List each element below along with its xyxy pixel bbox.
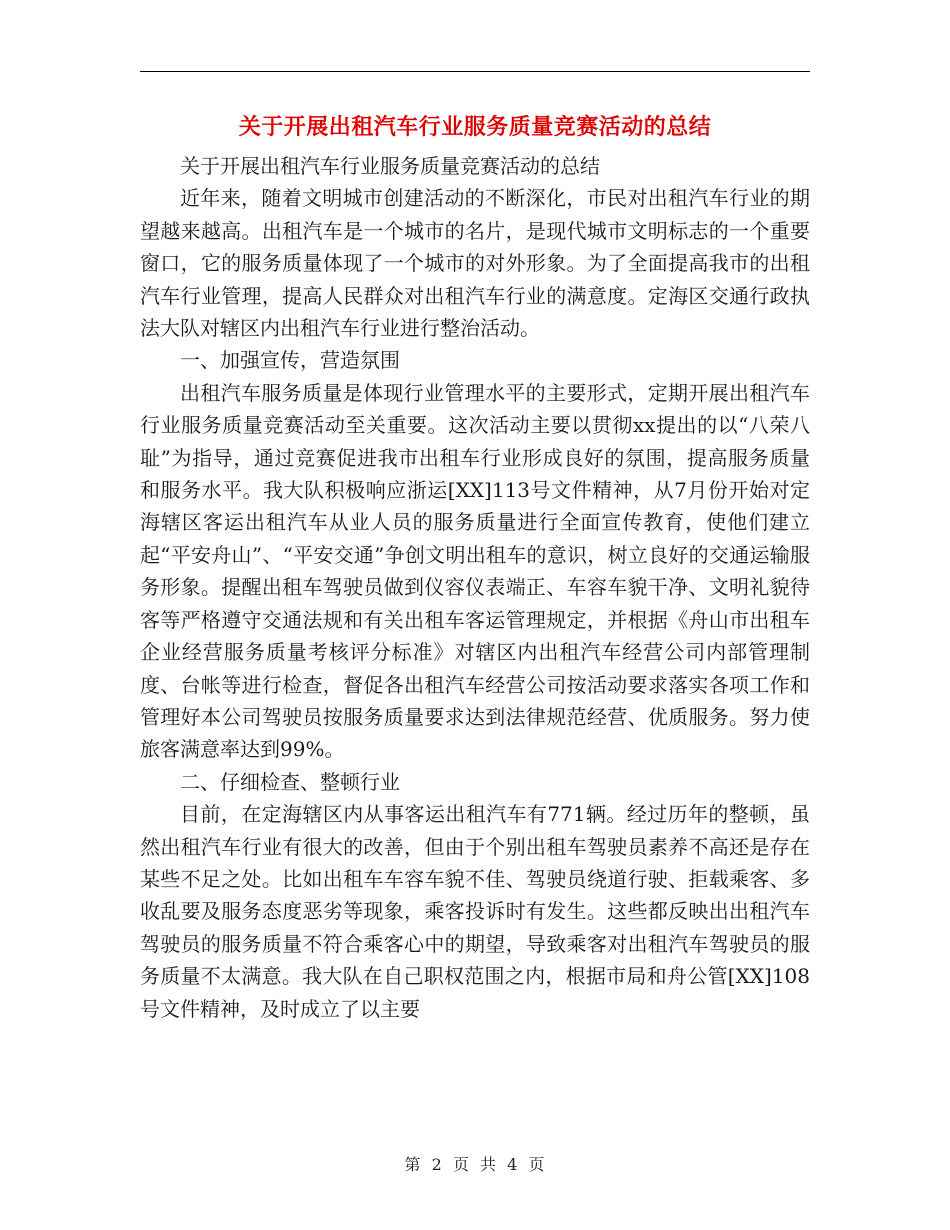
footer-page-unit: 页	[452, 1155, 470, 1174]
section-heading-1: 一、加强宣传，营造氛围	[180, 348, 400, 373]
footer-total-unit: 页	[528, 1155, 546, 1174]
page-footer	[0, 1152, 950, 1175]
paragraph-section-1: 出租汽车服务质量是体现行业管理水平的主要形式，定期开展出租汽车行业服务质量竞赛活动至关重要。这次活动主要以贯彻xx提出的以“八荣八耻”为指导，通过竞赛促进我市出租车行业形成良好的氛围，提高服务质量和服务水平。我大队积极响应浙运[XX]113号文件精神，从7月份开始对定海辖区客运出租汽车从业人员的服务质量进行全面宣传教育，使他们建立起“平安舟山”、“平安交通”争创文明出租车的意识，树立良好的交通运输服务形象。提醒出租车驾驶员做到仪容仪表端正、车容车貌干净、文明礼貌待客等严格遵守交通法规和有关出租车客运管理规定，并根据《舟山市出租车企业经营服务质量考核评分标准》对辖区内出租汽车经营公司内部管理制度、台帐等进行检查，督促各出租汽车经营公司按活动要求落实各项工作和管理好本公司驾驶员按服务质量要求达到法律规范经营、优质服务。努力使旅客满意率达到99%。	[140, 380, 810, 762]
footer-total-pages: 4	[507, 1155, 519, 1174]
footer-prefix: 第	[404, 1155, 422, 1174]
paragraph-intro: 近年来，随着文明城市创建活动的不断深化，市民对出租汽车行业的期望越来越高。出租汽车是一个城市的名片，是现代城市文明标志的一个重要窗口，它的服务质量体现了一个城市的对外形象。为了全面提高我市的出租汽车行业管理，提高人民群众对出租汽车行业的满意度。定海区交通行政执法大队对辖区内出租汽车行业进行整治活动。	[140, 186, 810, 341]
document-title: 关于开展出租汽车行业服务质量竞赛活动的总结	[238, 114, 712, 140]
footer-page-number: 2	[431, 1155, 443, 1174]
section-heading-2: 二、仔细检查、整顿行业	[180, 769, 400, 794]
paragraph-subtitle: 关于开展出租汽车行业服务质量竞赛活动的总结	[180, 154, 600, 178]
document-body	[140, 150, 810, 1025]
header-rule	[140, 71, 810, 72]
paragraph-section-2: 目前，在定海辖区内从事客运出租汽车有771辆。经过历年的整顿，虽然出租汽车行业有很大的改善，但由于个别出租车驾驶员素养不高还是存在某些不足之处。比如出租车车容车貌不佳、驾驶员绕道行驶、拒载乘客、多收乱要及服务态度恶劣等现象，乘客投诉时有发生。这些都反映出出租汽车驾驶员的服务质量不符合乘客心中的期望，导致乘客对出租汽车驾驶员的服务质量不太满意。我大队在自己职权范围之内，根据市局和舟公管[XX]108号文件精神，及时成立了以主要	[140, 802, 810, 1021]
footer-total-word: 共	[480, 1155, 498, 1174]
